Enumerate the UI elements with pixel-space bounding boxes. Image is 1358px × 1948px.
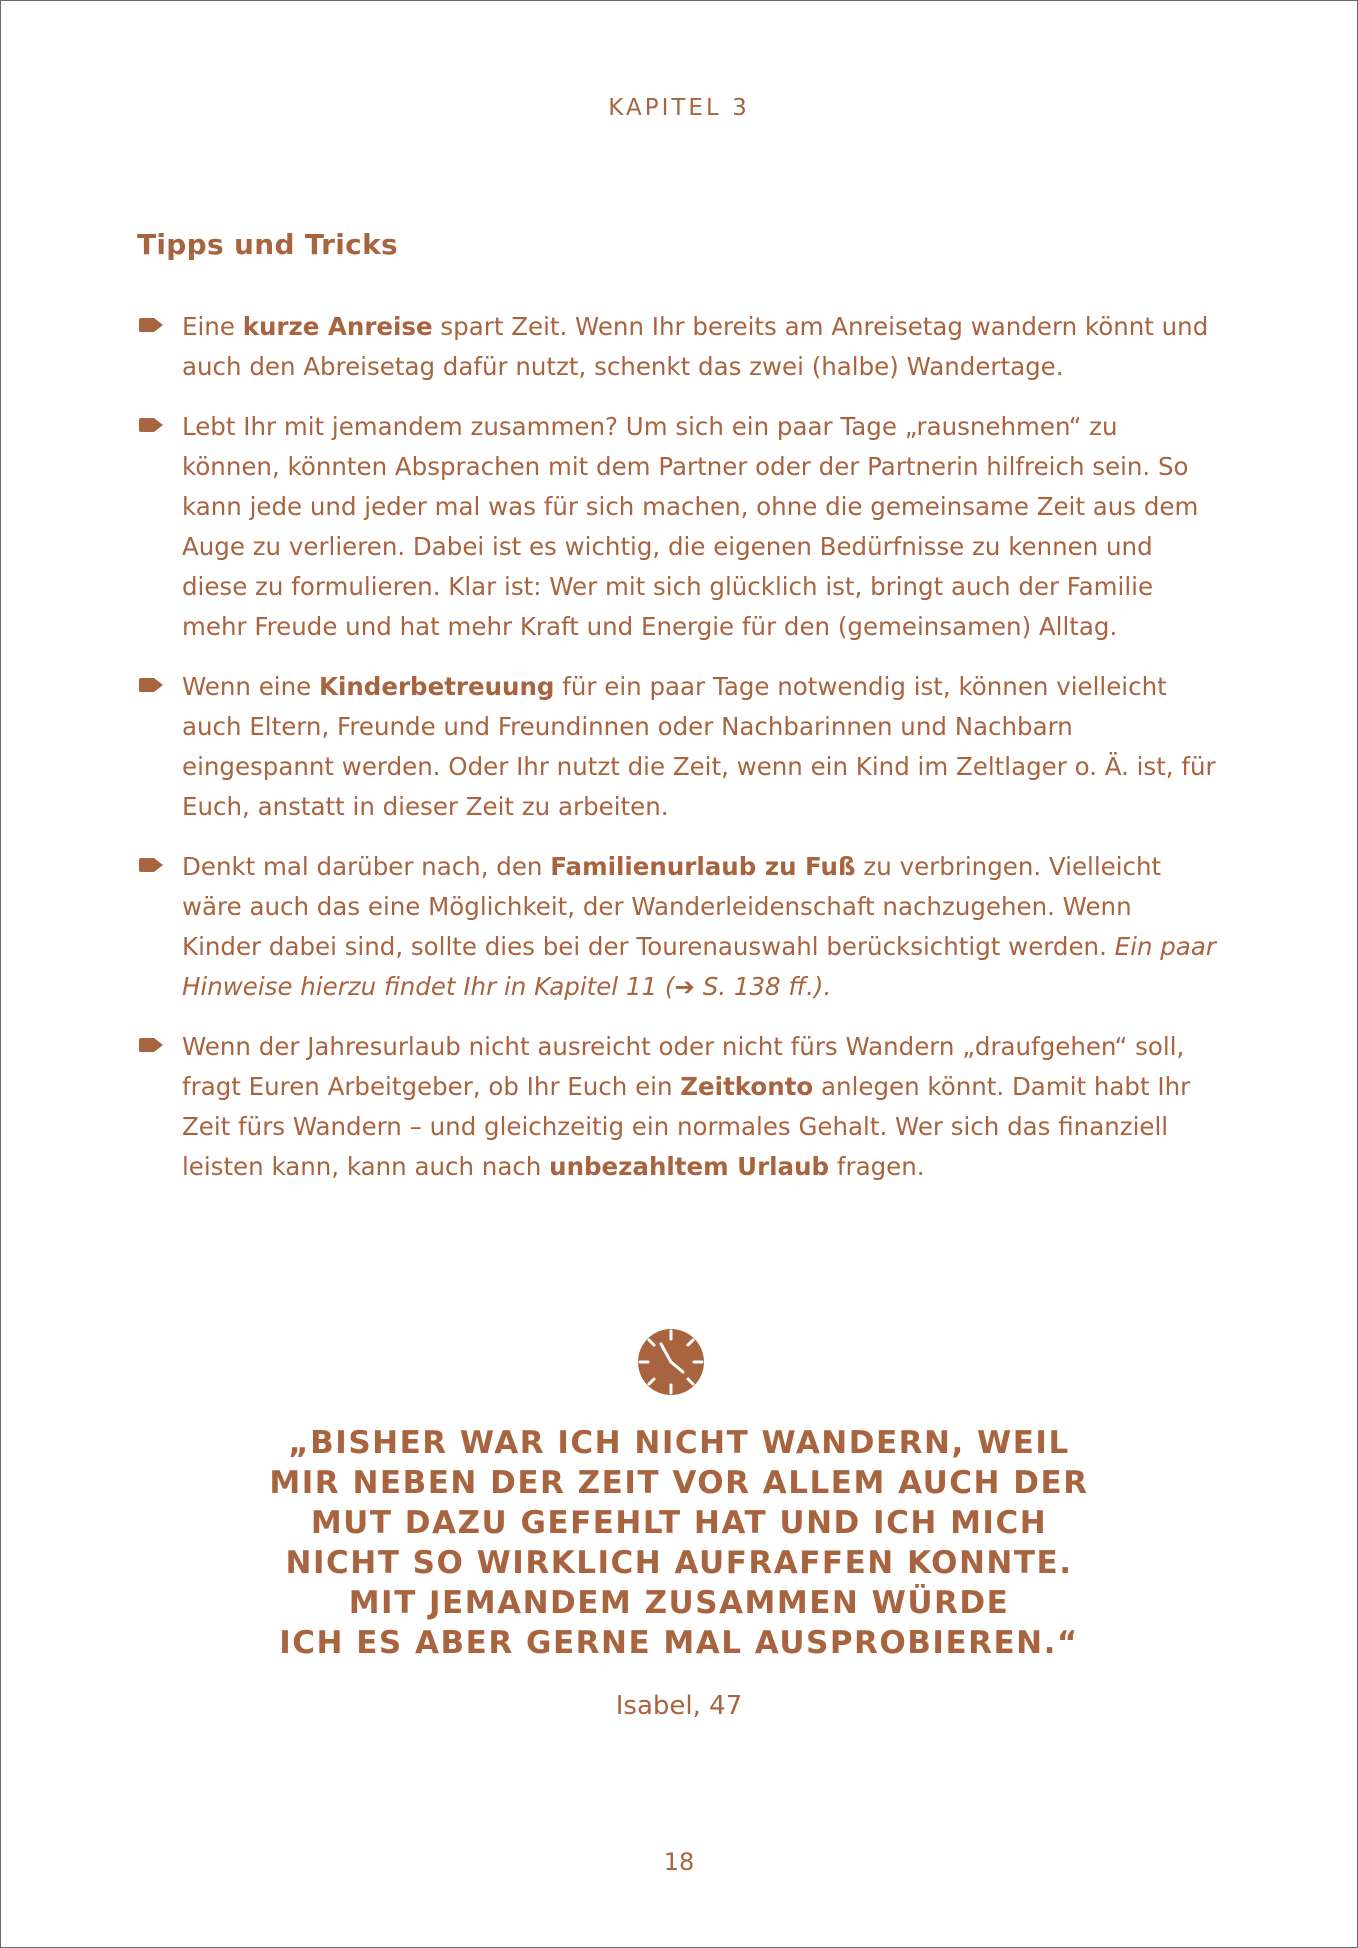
tip-item	[137, 407, 1217, 647]
tip-text: zu verbringen. Vielleicht wäre auch das eine Möglichkeit, der Wanderleidenschaft nachzugehen. Wenn Kinder dabei sind, sollte dies bei der Tourenauswahl berücksichtigt werden.	[182, 852, 1162, 961]
quote-block	[0, 1423, 1358, 1663]
tip-text: Eine	[182, 312, 243, 341]
tip-text: fragen.	[829, 1152, 925, 1181]
quote-line: MUT DAZU GEFEHLT HAT UND ICH MICH	[310, 1505, 1048, 1541]
page-number: 18	[663, 1848, 695, 1876]
tip-text: Wenn eine	[182, 672, 319, 701]
tip-text: anlegen könnt. Damit habt Ihr Zeit fürs Wandern – und gleichzeitig ein normales Gehalt. Wer sich das finanziell leisten kann, kann auch nach	[182, 1072, 1191, 1181]
tip-emphasis: Kinderbetreuung	[318, 672, 555, 701]
tip-text: spart Zeit. Wenn Ihr bereits am Anreisetag wandern könnt und auch den Abreisetag dafür nutzt, schenkt das zwei (halbe) Wandertage.	[182, 312, 1209, 381]
tips-list	[137, 307, 1217, 1207]
tip-item	[137, 307, 1217, 387]
arrow-tag-icon	[138, 677, 164, 693]
tip-item	[137, 667, 1217, 827]
tip-text: Lebt Ihr mit jemandem zusammen? Um sich ein paar Tage „rausnehmen“ zu können, könnten Absprachen mit dem Partner oder der Partnerin hilfreich sein. So kann jede und jeder mal was für sich machen, ohne die gemeinsame Zeit aus dem Auge zu verlieren. Dabei ist es wichtig, die eigenen Bedürfnisse zu kennen und diese zu formulieren. Klar ist: Wer mit sich glücklich ist, bringt auch der Familie mehr Freude und hat mehr Kraft und Energie für den (gemeinsamen) Alltag.	[182, 412, 1199, 641]
tip-item	[137, 847, 1217, 1007]
quote-line: MIT JEMANDEM ZUSAMMEN WÜRDE	[348, 1585, 1010, 1621]
quote-line: NICHT SO WIRKLICH AUFRAFFEN KONNTE.	[285, 1545, 1073, 1581]
tip-emphasis: kurze Anreise	[242, 312, 433, 341]
tip-text: für ein paar Tage notwendig ist, können vielleicht auch Eltern, Freunde und Freundinnen oder Nachbarinnen und Nachbarn eingespannt werden. Oder Ihr nutzt die Zeit, wenn ein Kind im Zeltlager o. Ä. ist, für Euch, anstatt in dieser Zeit zu arbeiten.	[182, 672, 1216, 821]
tip-emphasis: Zeitkonto	[680, 1072, 814, 1101]
tip-item	[137, 1027, 1217, 1187]
tip-emphasis: unbezahltem Urlaub	[549, 1152, 830, 1181]
section-title: Tipps und Tricks	[137, 228, 398, 261]
tip-text: Denkt mal darüber nach, den	[182, 852, 551, 881]
arrow-tag-icon	[138, 1037, 164, 1053]
quote-line: „BISHER WAR ICH NICHT WANDERN, WEIL	[288, 1425, 1070, 1461]
arrow-tag-icon	[138, 317, 164, 333]
arrow-tag-icon	[138, 857, 164, 873]
tip-emphasis: Familienurlaub zu Fuß	[550, 852, 856, 881]
quote-author: Isabel, 47	[615, 1691, 743, 1721]
quote-line: ICH ES ABER GERNE MAL AUSPROBIEREN.“	[279, 1625, 1079, 1661]
cross-reference: Ein paar Hinweise hierzu findet Ihr in Kapitel 11 (➔ S. 138 ff.).	[182, 932, 1216, 1001]
quote-line: MIR NEBEN DER ZEIT VOR ALLEM AUCH DER	[269, 1465, 1089, 1501]
chapter-heading: KAPITEL 3	[608, 95, 750, 121]
arrow-tag-icon	[138, 417, 164, 433]
clock-icon	[637, 1328, 705, 1396]
tip-text: Wenn der Jahresurlaub nicht ausreicht oder nicht fürs Wandern „draufgehen“ soll, fragt Euren Arbeitgeber, ob Ihr Euch ein	[182, 1032, 1185, 1101]
